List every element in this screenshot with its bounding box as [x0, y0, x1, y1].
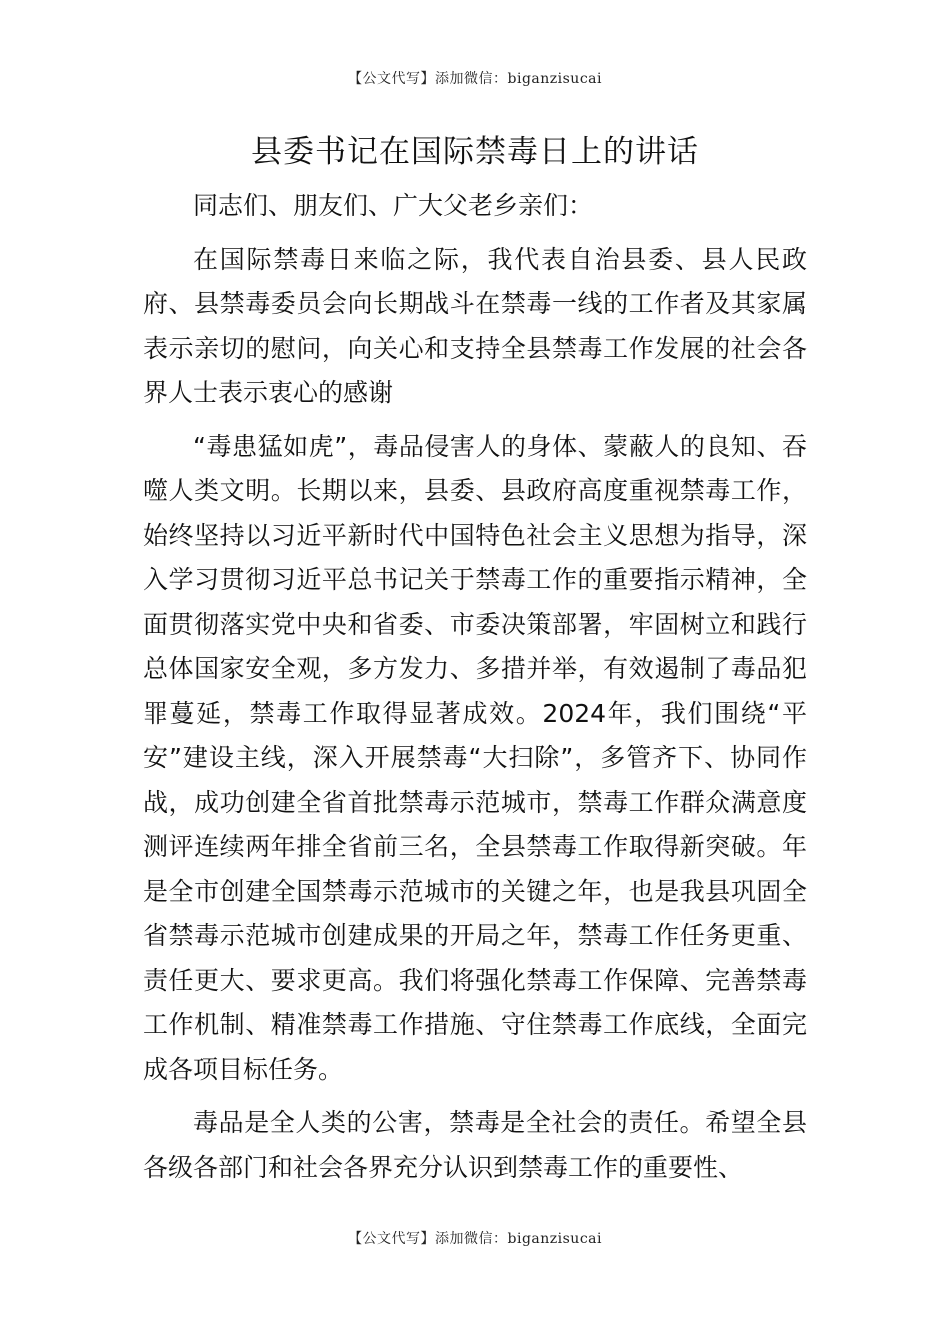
page-header: 【公文代写】添加微信：biganzisucai — [348, 71, 602, 87]
paragraph: 在国际禁毒日来临之际，我代表自治县委、县人民政府、县禁毒委员会向长期战斗在禁毒一线的工作者及其家属表示亲切的慰问，向关心和支持全县禁毒工作发展的社会各界人士表示衷心的感谢 — [143, 244, 807, 407]
page-footer: 【公文代写】添加微信：biganzisucai — [348, 1231, 602, 1247]
document-body — [143, 184, 807, 1199]
paragraph: 毒品是全人类的公害，禁毒是全社会的责任。希望全县各级各部门和社会各界充分认识到禁毒工作的重要性、 — [143, 1108, 807, 1182]
paragraph: “毒患猛如虎”，毒品侵害人的身体、蒙蔽人的良知、吞噬人类文明。长期以来，县委、县政府高度重视禁毒工作，始终坚持以习近平新时代中国特色社会主义思想为指导，深入学习贯彻习近平总书记关于禁毒工作的重要指示精神，全面贯彻落实党中央和省委、市委决策部署，牢固树立和践行总体国家安全观，多方发力、多措并举，有效遏制了毒品犯罪蔓延，禁毒工作取得显著成效。2024年，我们围绕“平安”建设主线，深入开展禁毒“大扫除”，多管齐下、协同作战，成功创建全省首批禁毒示范城市，禁毒工作群众满意度测评连续两年排全省前三名，全县禁毒工作取得新突破。年是全市创建全国禁毒示范城市的关键之年，也是我县巩固全省禁毒示范城市创建成果的开局之年，禁毒工作任务更重、责任更大、要求更高。我们将强化禁毒工作保障、完善禁毒工作机制、精准禁毒工作措施、守住禁毒工作底线，全面完成各项目标任务。 — [143, 431, 807, 1084]
document-title: 县委书记在国际禁毒日上的讲话 — [251, 134, 699, 170]
paragraph-salutation: 同志们、朋友们、广大父老乡亲们： — [193, 191, 594, 220]
